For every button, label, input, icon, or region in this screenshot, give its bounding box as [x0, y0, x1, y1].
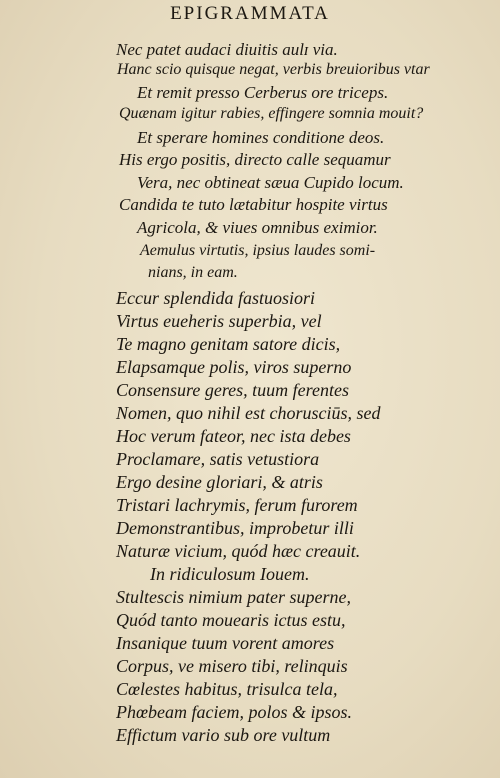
verse-line: Nec patet audaci diuitis aulɪ via.: [116, 40, 338, 59]
verse-line: Consensure geres, tuum ferentes: [116, 380, 349, 400]
verse-line: Quænam igitur rabies, effingere somnia mouit?: [119, 105, 424, 122]
poem-heading: In ridiculosum Iouem.: [150, 564, 310, 584]
poem-heading: nians, in eam.: [148, 264, 238, 281]
verse-line: Agricola, & viues omnibus eximior.: [137, 218, 378, 237]
verse-line: Insanique tuum vorent amores: [116, 633, 335, 653]
verse-line: Nomen, quo nihil est chorusciūs, sed: [116, 403, 381, 423]
verse-line: Stultescis nimium pater superne,: [116, 587, 351, 607]
verse-line: Candida te tuto lætabitur hospite virtus: [119, 195, 388, 214]
verse-line: Elapsamque polis, viros superno: [116, 357, 352, 377]
bleed-through-shadow: [470, 40, 492, 600]
verse-line: Tristari lachrymis, ferum furorem: [116, 495, 358, 515]
verse-line: Vera, nec obtineat sæua Cupido locum.: [137, 173, 404, 192]
verse-line: Virtus eueheris superbia, vel: [116, 311, 322, 331]
verse-line: Proclamare, satis vetustiora: [116, 449, 320, 469]
verse-line: Demonstrantibus, improbetur illi: [116, 518, 354, 538]
verse-line: Corpus, ve misero tibi, relinquis: [116, 656, 348, 676]
verse-line: Effictum vario sub ore vultum: [116, 725, 331, 745]
verse-line: Quód tanto mouearis ictus estu,: [116, 610, 346, 630]
verse-line: Eccur splendida fastuosiori: [116, 288, 315, 308]
verse-line: Cœlestes habitus, trisulca tela,: [116, 679, 338, 699]
verse-line: Phœbeam faciem, polos & ipsos.: [116, 702, 352, 722]
verse-line: Naturæ vicium, quód hæc creauit.: [116, 541, 361, 561]
verse-line: His ergo positis, directo calle sequamur: [119, 150, 391, 169]
verse-line: Hanc scio quisque negat, verbis breuioribus vtar: [117, 61, 430, 78]
verse-line: Et sperare homines conditione deos.: [137, 128, 385, 147]
running-head: EPIGRAMMATA: [170, 3, 330, 24]
verse-line: Ergo desine gloriari, & atris: [116, 472, 323, 492]
verse-line: Et remit presso Cerberus ore triceps.: [137, 83, 389, 102]
poem-heading: Aemulus virtutis, ipsius laudes somi-: [140, 242, 376, 259]
verse-line: Hoc verum fateor, nec ista debes: [116, 426, 351, 446]
verse-line: Te magno genitam satore dicis,: [116, 334, 341, 354]
